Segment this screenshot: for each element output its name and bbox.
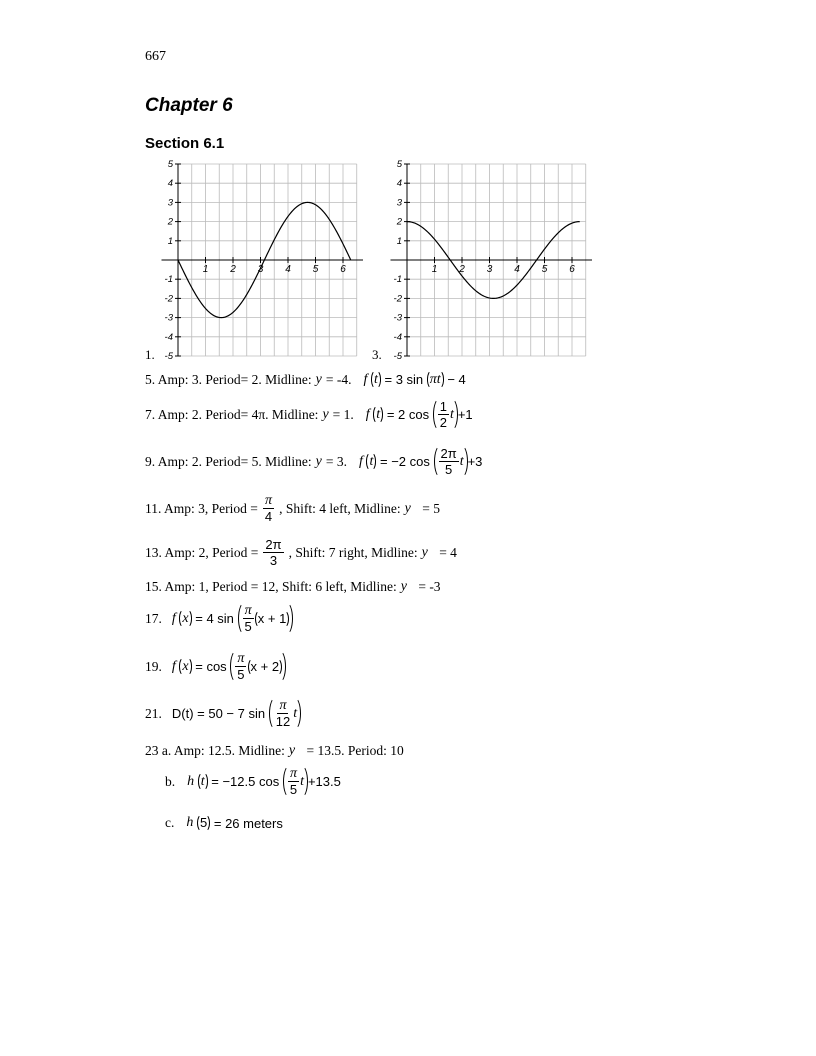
- answer-17-label: 17.: [145, 610, 162, 626]
- answer-7-var: t: [449, 406, 454, 422]
- answer-7: 7. Amp: 2. Period= 4π. Midline: y = 1. f t = 2 cos $\frac{1}{2}$ t +1: [145, 399, 473, 430]
- answer-11-den: 4: [264, 509, 273, 524]
- x-tick-label: 6: [340, 264, 346, 275]
- y-tick-label: 1: [396, 235, 402, 247]
- x-tick-label: 3: [257, 264, 264, 275]
- answer-23b-tail: +13.5: [307, 774, 341, 789]
- y-tick-label: -3: [393, 312, 402, 324]
- graph-label-1: 1.: [145, 347, 155, 362]
- y-tick-label: -5: [164, 351, 173, 360]
- answer-7-den: 2: [439, 415, 447, 430]
- graph-label-3: 3.: [372, 347, 382, 362]
- page-number: 667: [145, 49, 166, 64]
- answer-7-tail: +1: [457, 407, 473, 422]
- graph-problem-1: [158, 160, 363, 360]
- y-tick-label: -4: [393, 331, 402, 343]
- chapter-title: Chapter 6: [145, 95, 233, 116]
- answer-9-num: 2π: [440, 446, 457, 461]
- answer-19-coef: = cos: [195, 659, 227, 674]
- graph-problem-3: [387, 160, 592, 360]
- answer-19-inner: x + 2: [248, 658, 283, 676]
- answer-13-den: 3: [269, 553, 278, 568]
- answer-23a-after: = 13.5. Period: 10: [306, 743, 404, 758]
- answer-21-label: 21.: [145, 705, 162, 721]
- answer-5-inner: πt: [429, 372, 441, 387]
- x-tick-label: 4: [285, 264, 291, 275]
- y-tick-label: -5: [393, 351, 402, 360]
- y-tick-label: -1: [164, 274, 173, 286]
- x-tick-label: 5: [312, 264, 319, 275]
- y-tick-label: 3: [396, 197, 402, 209]
- answer-11-mid: = 5: [422, 500, 440, 516]
- y-tick-label: -1: [393, 274, 402, 286]
- answer-7-y: y: [322, 406, 329, 422]
- answer-17: 17. f x = 4 sin $\frac{\pi}{5}$ x + 1: [145, 602, 293, 635]
- answer-5-midline: = -4.: [325, 371, 352, 387]
- section-title: Section 6.1: [145, 135, 225, 152]
- y-tick-label: 4: [167, 178, 173, 190]
- answer-17-inner: x + 1: [255, 610, 290, 628]
- answer-21-den: 12: [275, 714, 291, 729]
- answer-13-text: 13. Amp: 2, Period =: [145, 544, 259, 560]
- answer-21-num: π: [279, 698, 287, 713]
- answer-17-num: π: [244, 603, 252, 618]
- answer-11-after: , Shift: 4 left, Midline:: [279, 500, 401, 516]
- answer-9: 9. Amp: 2. Period= 5. Midline: y = 3. f t = −2 cos $\frac{2\pi}{5}$ t +3: [145, 446, 483, 477]
- answer-19-num: π: [237, 651, 245, 666]
- answer-23c-eq: = 26 meters: [213, 815, 283, 831]
- answer-23c-label: c.: [165, 815, 175, 830]
- y-tick-label: -2: [164, 293, 173, 305]
- answer-23a-text: 23 a. Amp: 12.5. Midline:: [145, 743, 285, 758]
- answer-11-text: 11. Amp: 3, Period =: [145, 500, 258, 516]
- answer-21-var: t: [293, 705, 298, 721]
- answer-7-text: 7. Amp: 2. Period= 4π. Midline:: [145, 406, 319, 422]
- answer-5-tail: − 4: [447, 372, 466, 387]
- answer-15-y: y: [400, 579, 407, 594]
- answer-9-y: y: [315, 453, 322, 469]
- answer-23b: b. h t = −12.5 cos $\frac{\pi}{5}$ t +13.5: [165, 766, 341, 797]
- answer-7-num: 1: [439, 399, 447, 414]
- answer-5-text: 5. Amp: 3. Period= 2. Midline:: [145, 371, 312, 387]
- answer-9-midline: = 3.: [325, 453, 347, 469]
- answer-15-text: 15. Amp: 1, Period = 12, Shift: 6 left, Midline:: [145, 579, 397, 594]
- x-tick-label: 4: [514, 264, 520, 275]
- answer-9-den: 5: [444, 462, 453, 477]
- answer-7-coef: = 2 cos: [386, 407, 430, 422]
- y-tick-label: 5: [167, 160, 173, 170]
- y-tick-label: 2: [396, 216, 402, 228]
- y-tick-label: 5: [396, 160, 402, 170]
- answer-13-y: y: [421, 544, 428, 560]
- answer-23b-num: π: [289, 766, 297, 781]
- answer-19-den: 5: [237, 667, 245, 682]
- answer-23c: c. h 5 = 26 meters: [165, 815, 283, 831]
- x-tick-label: 1: [202, 264, 209, 275]
- x-tick-label: 3: [486, 264, 493, 275]
- x-tick-label: 2: [230, 264, 236, 275]
- y-tick-label: 1: [167, 235, 173, 247]
- answer-5: 5. Amp: 3. Period= 2. Midline: y = -4. f t = 3 sin πt − 4: [145, 371, 466, 387]
- y-tick-label: 3: [167, 197, 173, 209]
- x-tick-label: 1: [431, 264, 438, 275]
- y-tick-label: 4: [396, 178, 402, 190]
- answer-23b-var: t: [300, 773, 304, 789]
- y-tick-label: 2: [167, 216, 173, 228]
- answer-23a-y: y: [288, 743, 296, 758]
- x-tick-label: 6: [569, 264, 575, 275]
- answer-9-coef: = −2 cos: [380, 454, 430, 469]
- answer-13-num: 2π: [265, 537, 282, 552]
- answer-9-text: 9. Amp: 2. Period= 5. Midline:: [145, 453, 312, 469]
- answer-19: 19. f x = cos $\frac{\pi}{5}$ x + 2: [145, 650, 286, 683]
- answer-9-tail: +3: [467, 454, 483, 469]
- answer-19-label: 19.: [145, 658, 162, 674]
- answer-17-den: 5: [244, 619, 252, 634]
- answer-23b-den: 5: [289, 782, 298, 797]
- answer-23a: [145, 743, 404, 759]
- answer-7-midline: = 1.: [332, 406, 354, 422]
- x-tick-label: 2: [459, 264, 465, 275]
- answer-9-var: t: [459, 453, 464, 469]
- answer-5-y: y: [315, 371, 322, 387]
- x-tick-label: 5: [541, 264, 548, 275]
- answer-21-lhs: D(t) = 50 − 7 sin: [171, 706, 266, 721]
- answer-13-after: , Shift: 7 right, Midline:: [288, 544, 418, 560]
- answer-23b-label: b.: [165, 773, 176, 789]
- answer-15: [145, 579, 441, 595]
- answer-15-mid: = -3: [418, 579, 441, 594]
- y-tick-label: -3: [164, 312, 173, 324]
- answer-21: [145, 697, 301, 730]
- y-tick-label: -4: [164, 331, 173, 343]
- answer-13: [145, 537, 457, 568]
- answer-11-y: y: [404, 500, 411, 516]
- answer-23b-coef: = −12.5 cos: [211, 774, 280, 789]
- y-tick-label: -2: [393, 293, 402, 305]
- answer-11: [145, 493, 440, 524]
- answer-11-num: π: [264, 493, 272, 508]
- answer-13-mid: = 4: [439, 544, 457, 560]
- answer-5-eq: 3 sin: [395, 372, 424, 387]
- answer-17-coef: = 4 sin: [195, 611, 234, 626]
